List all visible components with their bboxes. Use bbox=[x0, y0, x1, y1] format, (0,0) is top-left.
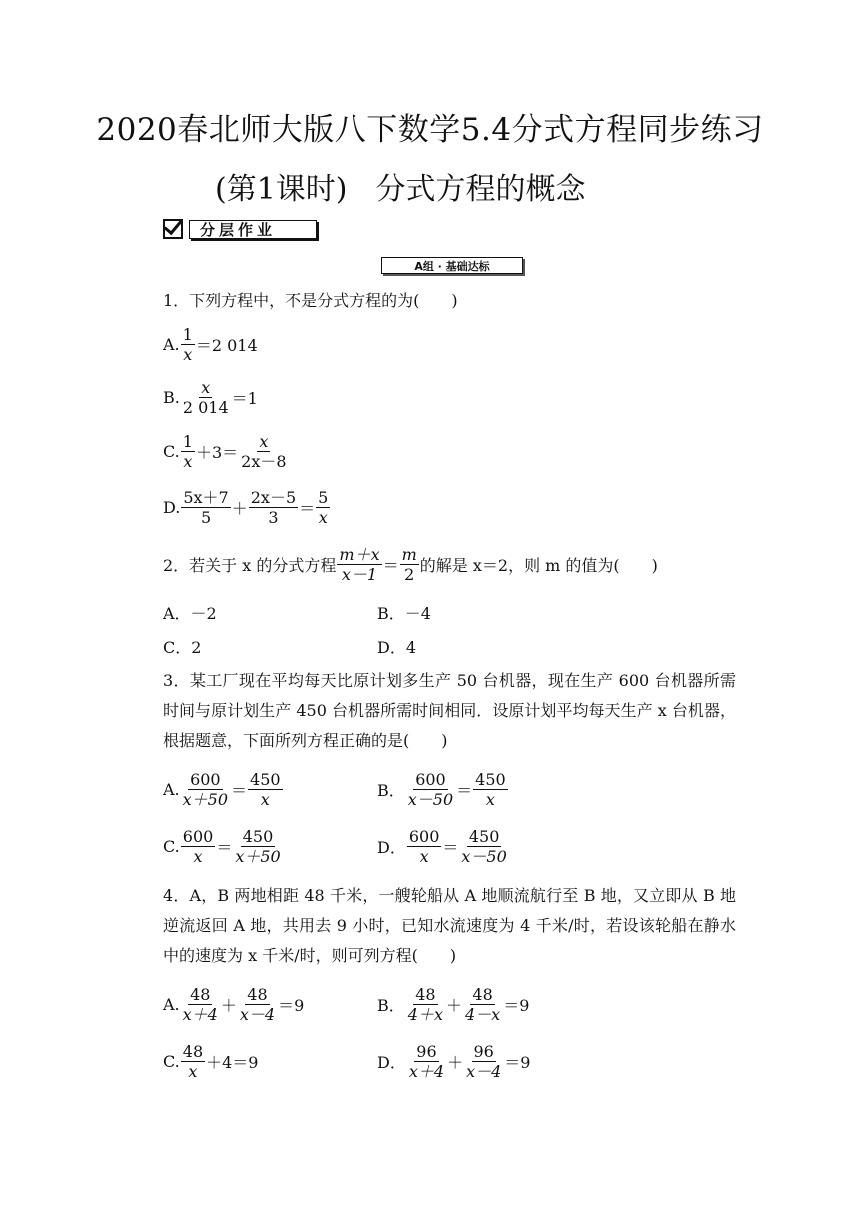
fraction: 48 x－4 bbox=[239, 985, 276, 1024]
fraction: x 2 014 bbox=[182, 378, 229, 417]
fraction: 5 x bbox=[318, 488, 329, 527]
fraction: 48 4－x bbox=[465, 985, 501, 1024]
q1-option-d: D. 5x＋7 5 ＋ 2x－5 3 ＝ 5 x bbox=[163, 488, 329, 527]
q2-option-c: C．2 bbox=[163, 638, 202, 657]
fraction: 5x＋7 5 bbox=[183, 488, 229, 527]
fraction: 600 x－50 bbox=[407, 770, 454, 809]
group-label: A组 · 基础达标 bbox=[381, 257, 523, 274]
fraction: 96 x－4 bbox=[466, 1042, 502, 1081]
q4-option-c: C. 48 x ＋4＝9 bbox=[163, 1042, 259, 1081]
page-subtitle bbox=[215, 164, 586, 208]
q1-stem: 1．下列方程中，不是分式方程的为( ) bbox=[163, 291, 458, 310]
q2-option-a: A．－2 bbox=[163, 604, 217, 623]
q4-option-a: A. 48 x＋4 ＋ 48 x－4 ＝9 bbox=[163, 985, 305, 1024]
q3-option-a: A. 600 x＋50 ＝ 450 x bbox=[163, 770, 281, 809]
q3-option-d: D． 600 x ＝ 450 x－50 bbox=[377, 827, 507, 866]
page-title: 2020春北师大版八下数学5.4分式方程同步练习 bbox=[96, 112, 764, 148]
fraction: 1 x bbox=[182, 432, 193, 471]
topic-label: 分式方程的概念 bbox=[375, 172, 586, 207]
q4-stem: 4．A，B 两地相距 48 千米，一艘轮船从 A 地顺流航行至 B 地，又立即从 B 地逆流返回 A 地，共用去 9 小时，已知水流速度为 4 千米/时，若设该轮船在静水中的速度为 x 千米/时，则可列方程( ) bbox=[163, 886, 736, 965]
q2-option-d: D．4 bbox=[377, 638, 417, 657]
section-tag-label: 分层作业 bbox=[189, 220, 317, 239]
q1-option-b: B. x 2 014 ＝1 bbox=[163, 378, 258, 417]
fraction: 48 4＋x bbox=[407, 985, 443, 1024]
checkbox-icon bbox=[163, 219, 183, 239]
fraction: 48 x＋4 bbox=[182, 985, 218, 1024]
q3-option-c: C. 600 x ＝ 450 x＋50 bbox=[163, 827, 281, 866]
q1-option-a: A. 1 x ＝2 014 bbox=[163, 325, 258, 364]
q4-option-d: D． 96 x＋4 ＋ 96 x－4 ＝9 bbox=[377, 1042, 531, 1081]
fraction: 600 x bbox=[408, 827, 440, 866]
fraction: x 2x－8 bbox=[241, 432, 287, 471]
section-tag bbox=[163, 219, 317, 239]
q4-option-b: B． 48 4＋x ＋ 48 4－x ＝9 bbox=[377, 985, 530, 1024]
fraction: 450 x＋50 bbox=[235, 827, 281, 866]
q3-stem: 3．某工厂现在平均每天比原计划多生产 50 台机器，现在生产 600 台机器所需时间与原计划生产 450 台机器所需时间相同．设原计划平均每天生产 x 台机器，根据题意，下面所列方程正确的是( ) bbox=[163, 671, 736, 750]
fraction: 96 x＋4 bbox=[408, 1042, 445, 1081]
fraction: 450 x－50 bbox=[461, 827, 507, 866]
fraction: 48 x bbox=[182, 1042, 204, 1081]
q2-stem: 2．若关于 x 的分式方程 m＋x x－1 ＝ m 2 的解是 x＝2，则 m 的值为( ) bbox=[163, 545, 658, 584]
q2-option-b: B．－4 bbox=[377, 604, 431, 623]
fraction: 450 x bbox=[475, 770, 506, 809]
q1-option-c: C. 1 x ＋3＝ x 2x－8 bbox=[163, 432, 287, 471]
fraction: m 2 bbox=[401, 545, 417, 584]
fraction: m＋x x－1 bbox=[339, 545, 380, 584]
lesson-label: (第1课时) bbox=[215, 172, 348, 207]
fraction: 1 x bbox=[182, 325, 193, 364]
q3-option-b: B． 600 x－50 ＝ 450 x bbox=[377, 770, 506, 809]
fraction: 600 x bbox=[182, 827, 214, 866]
fraction: 2x－5 3 bbox=[250, 488, 297, 527]
fraction: 600 x＋50 bbox=[182, 770, 229, 809]
fraction: 450 x bbox=[250, 770, 281, 809]
